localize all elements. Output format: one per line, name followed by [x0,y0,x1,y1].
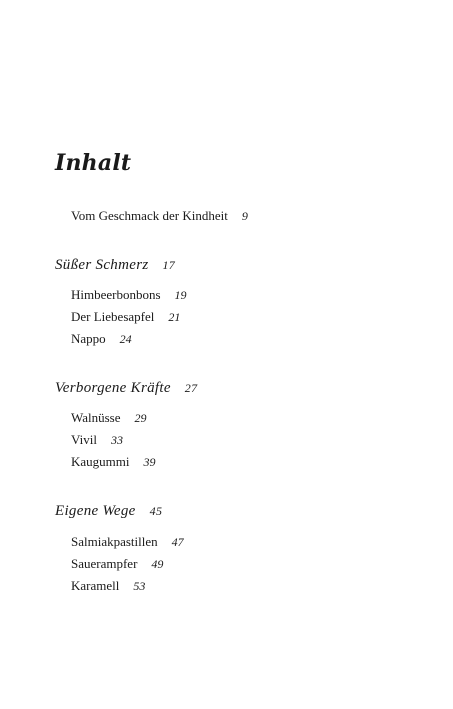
toc-section-page: 27 [184,381,198,395]
toc-entry-label: Vivil [71,432,97,447]
toc-section-3[interactable] [55,503,162,520]
toc-entry-label: Walnüsse [71,410,121,425]
toc-entry[interactable] [71,287,187,303]
toc-entry[interactable] [71,331,132,347]
toc-entry[interactable] [71,578,145,594]
toc-entry-label: Karamell [71,578,120,593]
toc-entry-page: 21 [168,310,181,324]
toc-entry-label: Salmiakpastillen [71,534,158,549]
toc-section-label: Eigene Wege [55,503,136,519]
toc-entry[interactable] [71,534,184,550]
toc-section-2[interactable] [55,380,197,397]
toc-entry[interactable] [71,454,156,470]
toc-entry-label: Sauerampfer [71,556,138,571]
toc-entry-label: Nappo [71,331,106,346]
toc-section-page: 45 [149,504,163,518]
toc-section-label: Süßer Schmerz [55,257,149,273]
toc-entry[interactable] [71,410,147,426]
toc-entry-page: 24 [119,332,132,346]
toc-entry[interactable] [71,309,180,325]
toc-entry-label: Himbeerbonbons [71,287,161,302]
toc-entry-label: Der Liebesapfel [71,309,155,324]
toc-section-page: 17 [162,258,176,272]
toc-entry-page: 33 [110,433,123,447]
toc-entry-intro[interactable] [71,208,248,224]
toc-entry-page: 29 [134,411,147,425]
toc-entry-label: Vom Geschmack der Kindheit [71,208,228,223]
toc-entry-page: 49 [151,557,164,571]
toc-entry[interactable] [71,432,123,448]
toc-entry-page: 47 [171,535,184,549]
toc-title: Inhalt [55,150,132,176]
toc-section-label: Verborgene Kräfte [55,380,171,396]
toc-entry-page: 9 [241,209,248,223]
toc-entry-label: Kaugummi [71,454,130,469]
toc-entry-page: 39 [143,455,156,469]
toc-entry[interactable] [71,556,163,572]
toc-section-1[interactable] [55,257,175,274]
toc-entry-page: 19 [174,288,187,302]
toc-entry-page: 53 [133,579,146,593]
